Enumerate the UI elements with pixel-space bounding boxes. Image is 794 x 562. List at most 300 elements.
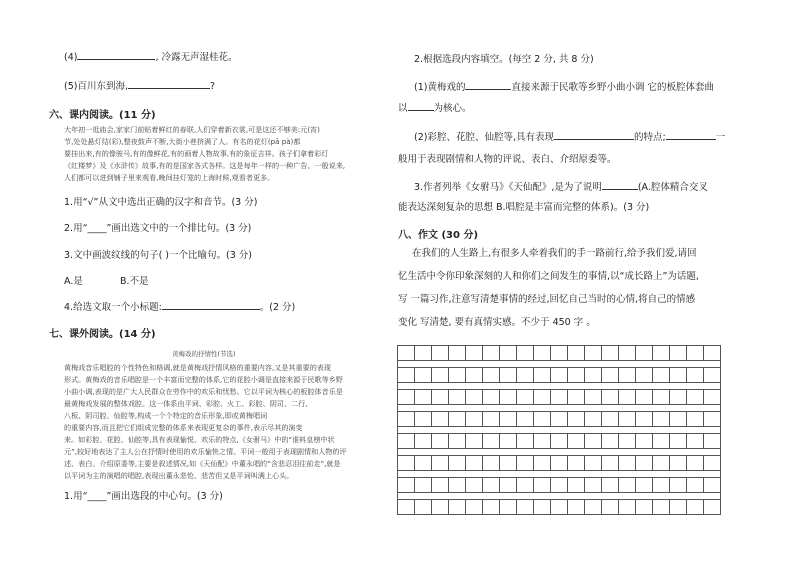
question-2-2-cont: 般用于表现剧情和人物的评说、表白、介绍原委等。 bbox=[398, 154, 617, 165]
grid-gap-cell bbox=[670, 405, 687, 412]
grid-gap-cell bbox=[449, 405, 466, 412]
grid-gap-cell bbox=[585, 471, 602, 478]
grid-cell[interactable] bbox=[534, 434, 551, 449]
grid-cell[interactable] bbox=[466, 390, 483, 405]
grid-cell[interactable] bbox=[568, 346, 585, 361]
question-5 bbox=[64, 78, 215, 92]
grid-cell[interactable] bbox=[483, 500, 500, 515]
q2-1-blank-2[interactable] bbox=[408, 101, 434, 111]
grid-gap-cell bbox=[466, 471, 483, 478]
writing-grid[interactable] bbox=[397, 345, 721, 515]
grid-gap-cell bbox=[653, 493, 670, 500]
grid-cell[interactable] bbox=[568, 434, 585, 449]
grid-gap-cell bbox=[415, 427, 432, 434]
grid-gap-cell bbox=[517, 361, 534, 368]
grid-cell[interactable] bbox=[432, 412, 449, 427]
grid-gap-cell bbox=[466, 361, 483, 368]
grid-gap-cell bbox=[619, 383, 636, 390]
grid-cell[interactable] bbox=[449, 390, 466, 405]
grid-cell[interactable] bbox=[466, 346, 483, 361]
grid-row bbox=[398, 368, 721, 383]
grid-cell[interactable] bbox=[398, 412, 415, 427]
passage-7-line-3: 小曲小调,表现的是广大人民群众在劳作中的欢乐和忧愁。它以平词为核心的板腔体音乐是 bbox=[64, 387, 343, 396]
grid-gap-cell bbox=[704, 471, 721, 478]
q2-1-text-b: 直接来源于民歌等乡野小曲小调 它的板腔体套曲 bbox=[511, 82, 714, 93]
grid-cell[interactable] bbox=[432, 368, 449, 383]
grid-cell[interactable] bbox=[619, 368, 636, 383]
grid-cell[interactable] bbox=[670, 346, 687, 361]
passage-6-line-3: 要挂出来,有的像骏马,有的像鲜花,有的画着人物故事,有的象征吉祥。孩子们拿着彩灯 bbox=[64, 149, 329, 158]
grid-gap-cell bbox=[670, 493, 687, 500]
grid-cell[interactable] bbox=[636, 390, 653, 405]
grid-cell[interactable] bbox=[653, 456, 670, 471]
grid-gap-cell bbox=[670, 427, 687, 434]
grid-cell[interactable] bbox=[449, 346, 466, 361]
grid-cell[interactable] bbox=[636, 456, 653, 471]
grid-cell[interactable] bbox=[670, 500, 687, 515]
grid-cell[interactable] bbox=[500, 346, 517, 361]
grid-cell[interactable] bbox=[517, 390, 534, 405]
grid-cell[interactable] bbox=[483, 478, 500, 493]
essay-prompt bbox=[398, 246, 699, 338]
grid-cell[interactable] bbox=[449, 434, 466, 449]
grid-gap-cell bbox=[602, 471, 619, 478]
grid-cell[interactable] bbox=[704, 478, 721, 493]
question-2-2 bbox=[414, 129, 725, 143]
grid-cell[interactable] bbox=[602, 456, 619, 471]
question-3 bbox=[414, 179, 708, 193]
grid-cell[interactable] bbox=[466, 500, 483, 515]
grid-cell[interactable] bbox=[585, 500, 602, 515]
q2-1-blank-1[interactable] bbox=[465, 80, 511, 90]
grid-gap-cell bbox=[398, 361, 415, 368]
grid-cell[interactable] bbox=[619, 390, 636, 405]
grid-cell[interactable] bbox=[534, 456, 551, 471]
grid-gap-cell bbox=[432, 383, 449, 390]
grid-cell[interactable] bbox=[602, 478, 619, 493]
grid-cell[interactable] bbox=[585, 456, 602, 471]
grid-cell[interactable] bbox=[500, 434, 517, 449]
grid-gap-cell bbox=[568, 405, 585, 412]
grid-gap-cell bbox=[483, 383, 500, 390]
grid-cell[interactable] bbox=[619, 434, 636, 449]
grid-gap-cell bbox=[619, 361, 636, 368]
grid-cell[interactable] bbox=[585, 412, 602, 427]
grid-cell[interactable] bbox=[568, 500, 585, 515]
question-2: 2.根据选段内容填空。(每空 2 分, 共 8 分) bbox=[414, 54, 594, 65]
grid-cell[interactable] bbox=[551, 478, 568, 493]
grid-row bbox=[398, 346, 721, 361]
passage-7-line-6: 的重要内容,而且把它们组成完整的体系来表现更复杂的事件,表示尽其的演变 bbox=[64, 423, 303, 432]
grid-cell[interactable] bbox=[500, 500, 517, 515]
grid-cell[interactable] bbox=[704, 500, 721, 515]
grid-cell[interactable] bbox=[415, 434, 432, 449]
grid-gap-cell bbox=[483, 471, 500, 478]
q5-blank[interactable] bbox=[128, 79, 210, 89]
grid-cell[interactable] bbox=[687, 346, 704, 361]
grid-gap-cell bbox=[551, 449, 568, 456]
grid-gap-cell bbox=[602, 427, 619, 434]
grid-gap-cell bbox=[602, 405, 619, 412]
grid-cell[interactable] bbox=[483, 412, 500, 427]
grid-cell[interactable] bbox=[619, 500, 636, 515]
grid-cell[interactable] bbox=[670, 368, 687, 383]
grid-cell[interactable] bbox=[687, 478, 704, 493]
grid-cell[interactable] bbox=[568, 390, 585, 405]
grid-row bbox=[398, 434, 721, 449]
grid-gap-cell bbox=[585, 361, 602, 368]
grid-cell[interactable] bbox=[534, 368, 551, 383]
grid-cell[interactable] bbox=[585, 390, 602, 405]
grid-gap-cell bbox=[687, 383, 704, 390]
grid-gap-cell bbox=[670, 449, 687, 456]
grid-cell[interactable] bbox=[602, 346, 619, 361]
grid-gap-cell bbox=[653, 427, 670, 434]
grid-gap-cell bbox=[687, 361, 704, 368]
grid-cell[interactable] bbox=[602, 390, 619, 405]
grid-gap-cell bbox=[517, 427, 534, 434]
grid-cell[interactable] bbox=[551, 500, 568, 515]
grid-gap-cell bbox=[585, 405, 602, 412]
grid-cell[interactable] bbox=[551, 368, 568, 383]
grid-cell[interactable] bbox=[483, 456, 500, 471]
grid-cell[interactable] bbox=[687, 390, 704, 405]
grid-cell[interactable] bbox=[653, 478, 670, 493]
grid-gap-cell bbox=[517, 449, 534, 456]
grid-cell[interactable] bbox=[704, 390, 721, 405]
q4-number: (4) bbox=[64, 52, 78, 63]
grid-cell[interactable] bbox=[636, 368, 653, 383]
essay-line-4: 变化 写清楚, 要有真情实感。不少于 450 字 。 bbox=[398, 317, 596, 328]
grid-cell[interactable] bbox=[670, 456, 687, 471]
grid-gap-cell bbox=[568, 427, 585, 434]
question-3-cont: 能表达深刻复杂的思想 B.唱腔是丰富而完整的体系)。(3 分) bbox=[398, 202, 650, 213]
grid-cell[interactable] bbox=[704, 412, 721, 427]
grid-cell[interactable] bbox=[670, 434, 687, 449]
grid-cell[interactable] bbox=[517, 456, 534, 471]
grid-gap-cell bbox=[500, 361, 517, 368]
grid-cell[interactable] bbox=[534, 478, 551, 493]
grid-gap-cell bbox=[432, 427, 449, 434]
grid-cell[interactable] bbox=[619, 456, 636, 471]
grid-cell[interactable] bbox=[449, 500, 466, 515]
grid-cell[interactable] bbox=[449, 456, 466, 471]
grid-cell[interactable] bbox=[585, 346, 602, 361]
grid-gap-cell bbox=[517, 493, 534, 500]
grid-cell[interactable] bbox=[551, 434, 568, 449]
grid-cell[interactable] bbox=[398, 500, 415, 515]
question-2-1-cont bbox=[398, 100, 472, 114]
passage-7-line-8: 元”,较好地表达了主人公在抒情时使用的欢乐愉快之情。平词一般用于表现剧情和人物的评 bbox=[64, 447, 347, 456]
grid-gap-cell bbox=[602, 361, 619, 368]
grid-gap-cell bbox=[687, 427, 704, 434]
grid-cell[interactable] bbox=[517, 478, 534, 493]
grid-cell[interactable] bbox=[704, 456, 721, 471]
grid-cell[interactable] bbox=[483, 390, 500, 405]
grid-cell[interactable] bbox=[704, 368, 721, 383]
grid-gap-cell bbox=[653, 449, 670, 456]
option-a[interactable]: A.是 bbox=[64, 276, 83, 287]
grid-cell[interactable] bbox=[517, 346, 534, 361]
grid-gap-cell bbox=[670, 471, 687, 478]
grid-row-gap bbox=[398, 427, 721, 434]
q6-4-score: 。(2 分) bbox=[259, 302, 296, 313]
grid-gap-cell bbox=[449, 493, 466, 500]
grid-cell[interactable] bbox=[653, 500, 670, 515]
grid-cell[interactable] bbox=[687, 434, 704, 449]
grid-gap-cell bbox=[500, 405, 517, 412]
grid-gap-cell bbox=[534, 383, 551, 390]
q4-blank[interactable] bbox=[77, 50, 155, 60]
grid-cell[interactable] bbox=[534, 390, 551, 405]
question-6-1: 1.用“√”从文中选出正确的汉字和音节。(3 分) bbox=[64, 197, 258, 208]
grid-gap-cell bbox=[704, 361, 721, 368]
grid-gap-cell bbox=[636, 361, 653, 368]
grid-gap-cell bbox=[398, 449, 415, 456]
passage-7-line-4: 最黄梅戏发展的整体戏腔。这一体系由平词、彩腔、火工、彩腔、阴司、二行、 bbox=[64, 399, 313, 408]
grid-cell[interactable] bbox=[670, 390, 687, 405]
grid-gap-cell bbox=[704, 449, 721, 456]
grid-cell[interactable] bbox=[432, 500, 449, 515]
grid-gap-cell bbox=[687, 405, 704, 412]
grid-cell[interactable] bbox=[636, 478, 653, 493]
grid-gap-cell bbox=[415, 405, 432, 412]
q2-2-blank-1[interactable] bbox=[554, 130, 634, 140]
grid-cell[interactable] bbox=[500, 478, 517, 493]
grid-gap-cell bbox=[415, 361, 432, 368]
grid-gap-cell bbox=[568, 383, 585, 390]
grid-cell[interactable] bbox=[534, 346, 551, 361]
grid-cell[interactable] bbox=[415, 412, 432, 427]
passage-7-line-2: 形式。黄梅戏的音乐唱腔是一个丰富而完整的体系,它的花腔小调是直接来源于民歌等乡野 bbox=[64, 375, 343, 384]
grid-cell[interactable] bbox=[568, 412, 585, 427]
grid-row-gap bbox=[398, 471, 721, 478]
q2-2-blank-2[interactable] bbox=[666, 130, 716, 140]
grid-gap-cell bbox=[670, 383, 687, 390]
grid-gap-cell bbox=[636, 493, 653, 500]
grid-cell[interactable] bbox=[653, 346, 670, 361]
q2-1-text-a: (1)黄梅戏的 bbox=[414, 82, 466, 93]
grid-gap-cell bbox=[602, 493, 619, 500]
grid-cell[interactable] bbox=[687, 368, 704, 383]
grid-cell[interactable] bbox=[653, 434, 670, 449]
grid-gap-cell bbox=[704, 383, 721, 390]
grid-gap-cell bbox=[568, 449, 585, 456]
grid-cell[interactable] bbox=[517, 500, 534, 515]
grid-cell[interactable] bbox=[551, 390, 568, 405]
grid-cell[interactable] bbox=[415, 346, 432, 361]
essay-line-3: 写 一篇习作,注意写清楚事情的经过,回忆自己当时的心情,将自己的情感 bbox=[398, 294, 696, 305]
grid-cell[interactable] bbox=[432, 456, 449, 471]
q5-end: ? bbox=[209, 81, 216, 92]
grid-gap-cell bbox=[449, 471, 466, 478]
grid-cell[interactable] bbox=[449, 368, 466, 383]
q6-4-blank[interactable] bbox=[162, 300, 260, 310]
grid-cell[interactable] bbox=[602, 434, 619, 449]
grid-gap-cell bbox=[432, 471, 449, 478]
q2-2-text-b: 的特点; bbox=[633, 132, 666, 143]
grid-gap-cell bbox=[466, 383, 483, 390]
grid-cell[interactable] bbox=[687, 456, 704, 471]
grid-cell[interactable] bbox=[415, 500, 432, 515]
grid-cell[interactable] bbox=[466, 412, 483, 427]
grid-cell[interactable] bbox=[636, 500, 653, 515]
grid-cell[interactable] bbox=[619, 346, 636, 361]
grid-cell[interactable] bbox=[653, 412, 670, 427]
grid-gap-cell bbox=[568, 361, 585, 368]
grid-cell[interactable] bbox=[568, 478, 585, 493]
grid-cell[interactable] bbox=[483, 368, 500, 383]
q2-1-text-c: 以 bbox=[398, 103, 408, 114]
grid-cell[interactable] bbox=[551, 412, 568, 427]
grid-cell[interactable] bbox=[432, 346, 449, 361]
grid-gap-cell bbox=[517, 383, 534, 390]
grid-cell[interactable] bbox=[415, 478, 432, 493]
grid-cell[interactable] bbox=[704, 434, 721, 449]
grid-gap-cell bbox=[704, 427, 721, 434]
grid-cell[interactable] bbox=[432, 390, 449, 405]
grid-cell[interactable] bbox=[449, 478, 466, 493]
grid-cell[interactable] bbox=[636, 346, 653, 361]
grid-cell[interactable] bbox=[517, 368, 534, 383]
grid-gap-cell bbox=[415, 449, 432, 456]
grid-gap-cell bbox=[483, 493, 500, 500]
passage-6-line-4: 《红楼梦》及《水浒传》故事,有的是国家各式各样。这是每年一样的一种广告。一般说来, bbox=[64, 161, 346, 170]
grid-cell[interactable] bbox=[483, 346, 500, 361]
grid-cell[interactable] bbox=[466, 478, 483, 493]
q6-4-text: 4.给选文取一个小标题: bbox=[64, 302, 162, 313]
grid-cell[interactable] bbox=[398, 368, 415, 383]
grid-gap-cell bbox=[636, 405, 653, 412]
passage-6 bbox=[64, 124, 360, 184]
grid-row-gap bbox=[398, 493, 721, 500]
grid-gap-cell bbox=[432, 405, 449, 412]
grid-gap-cell bbox=[415, 493, 432, 500]
grid-gap-cell bbox=[534, 361, 551, 368]
grid-cell[interactable] bbox=[636, 434, 653, 449]
grid-cell[interactable] bbox=[415, 390, 432, 405]
grid-cell[interactable] bbox=[653, 368, 670, 383]
grid-row-gap bbox=[398, 383, 721, 390]
grid-cell[interactable] bbox=[415, 456, 432, 471]
grid-gap-cell bbox=[585, 427, 602, 434]
grid-cell[interactable] bbox=[398, 434, 415, 449]
grid-cell[interactable] bbox=[534, 412, 551, 427]
grid-cell[interactable] bbox=[466, 456, 483, 471]
grid-cell[interactable] bbox=[670, 478, 687, 493]
grid-gap-cell bbox=[602, 449, 619, 456]
grid-cell[interactable] bbox=[653, 390, 670, 405]
grid-cell[interactable] bbox=[500, 390, 517, 405]
grid-row-gap bbox=[398, 361, 721, 368]
passage-6-line-1: 大年初一逛庙会,家家门前贴着鲜红的春联,人们穿着新衣裳,可是这还不够美:元(宵) bbox=[64, 125, 320, 134]
grid-cell[interactable] bbox=[449, 412, 466, 427]
q5-text: (5)百川东到海, bbox=[64, 81, 128, 92]
grid-gap-cell bbox=[500, 383, 517, 390]
grid-cell[interactable] bbox=[585, 434, 602, 449]
grid-cell[interactable] bbox=[398, 456, 415, 471]
grid-cell[interactable] bbox=[602, 412, 619, 427]
question-6-2: 2.用“____”画出选文中的一个排比句。(3 分) bbox=[64, 223, 252, 234]
grid-cell[interactable] bbox=[415, 368, 432, 383]
grid-gap-cell bbox=[551, 471, 568, 478]
grid-cell[interactable] bbox=[670, 412, 687, 427]
grid-cell[interactable] bbox=[687, 412, 704, 427]
grid-cell[interactable] bbox=[704, 346, 721, 361]
grid-cell[interactable] bbox=[585, 368, 602, 383]
grid-cell[interactable] bbox=[602, 500, 619, 515]
grid-gap-cell bbox=[483, 449, 500, 456]
grid-gap-cell bbox=[466, 405, 483, 412]
grid-cell[interactable] bbox=[602, 368, 619, 383]
grid-cell[interactable] bbox=[551, 346, 568, 361]
grid-gap-cell bbox=[415, 471, 432, 478]
grid-cell[interactable] bbox=[619, 412, 636, 427]
grid-cell[interactable] bbox=[568, 368, 585, 383]
grid-gap-cell bbox=[704, 405, 721, 412]
grid-gap-cell bbox=[687, 493, 704, 500]
grid-gap-cell bbox=[653, 361, 670, 368]
grid-cell[interactable] bbox=[500, 412, 517, 427]
option-b[interactable]: B.不是 bbox=[120, 276, 149, 287]
section-7-title: 七、课外阅读。(14 分) bbox=[49, 329, 156, 340]
grid-cell[interactable] bbox=[636, 412, 653, 427]
grid-gap-cell bbox=[687, 471, 704, 478]
grid-cell[interactable] bbox=[517, 412, 534, 427]
grid-row bbox=[398, 390, 721, 405]
grid-gap-cell bbox=[636, 471, 653, 478]
q3-blank[interactable] bbox=[602, 180, 638, 190]
grid-gap-cell bbox=[568, 471, 585, 478]
passage-7-line-5: 八板、阴司腔、仙腔等,构成一个个特定的音乐形象,即或黄梅唱词 bbox=[64, 411, 268, 420]
grid-cell[interactable] bbox=[687, 500, 704, 515]
grid-gap-cell bbox=[466, 427, 483, 434]
grid-gap-cell bbox=[534, 471, 551, 478]
grid-cell[interactable] bbox=[551, 456, 568, 471]
grid-cell[interactable] bbox=[483, 434, 500, 449]
grid-gap-cell bbox=[534, 493, 551, 500]
grid-gap-cell bbox=[415, 383, 432, 390]
grid-cell[interactable] bbox=[500, 456, 517, 471]
grid-cell[interactable] bbox=[432, 434, 449, 449]
grid-gap-cell bbox=[551, 361, 568, 368]
grid-cell[interactable] bbox=[398, 478, 415, 493]
passage-7-line-7: 来。如彩腔、花腔、仙腔等,具有表现愉悦、欢乐的特点,《女驸马》中的“谁料皇榜中状 bbox=[64, 435, 335, 444]
grid-gap-cell bbox=[653, 383, 670, 390]
grid-gap-cell bbox=[517, 471, 534, 478]
grid-gap-cell bbox=[619, 471, 636, 478]
passage-7-line-10: 以平词为主的演唱的唱腔,表现出董永悲怆、悲苦但又是平词叫满上心头。 bbox=[64, 471, 294, 480]
grid-cell[interactable] bbox=[398, 346, 415, 361]
grid-cell[interactable] bbox=[568, 456, 585, 471]
grid-cell[interactable] bbox=[619, 478, 636, 493]
grid-gap-cell bbox=[534, 449, 551, 456]
grid-cell[interactable] bbox=[466, 434, 483, 449]
grid-row bbox=[398, 456, 721, 471]
grid-gap-cell bbox=[398, 471, 415, 478]
grid-cell[interactable] bbox=[466, 368, 483, 383]
grid-cell[interactable] bbox=[398, 390, 415, 405]
grid-gap-cell bbox=[653, 471, 670, 478]
grid-cell[interactable] bbox=[534, 500, 551, 515]
grid-cell[interactable] bbox=[432, 478, 449, 493]
grid-cell[interactable] bbox=[517, 434, 534, 449]
grid-gap-cell bbox=[551, 493, 568, 500]
grid-cell[interactable] bbox=[585, 478, 602, 493]
grid-gap-cell bbox=[449, 427, 466, 434]
grid-cell[interactable] bbox=[500, 368, 517, 383]
grid-gap-cell bbox=[500, 427, 517, 434]
